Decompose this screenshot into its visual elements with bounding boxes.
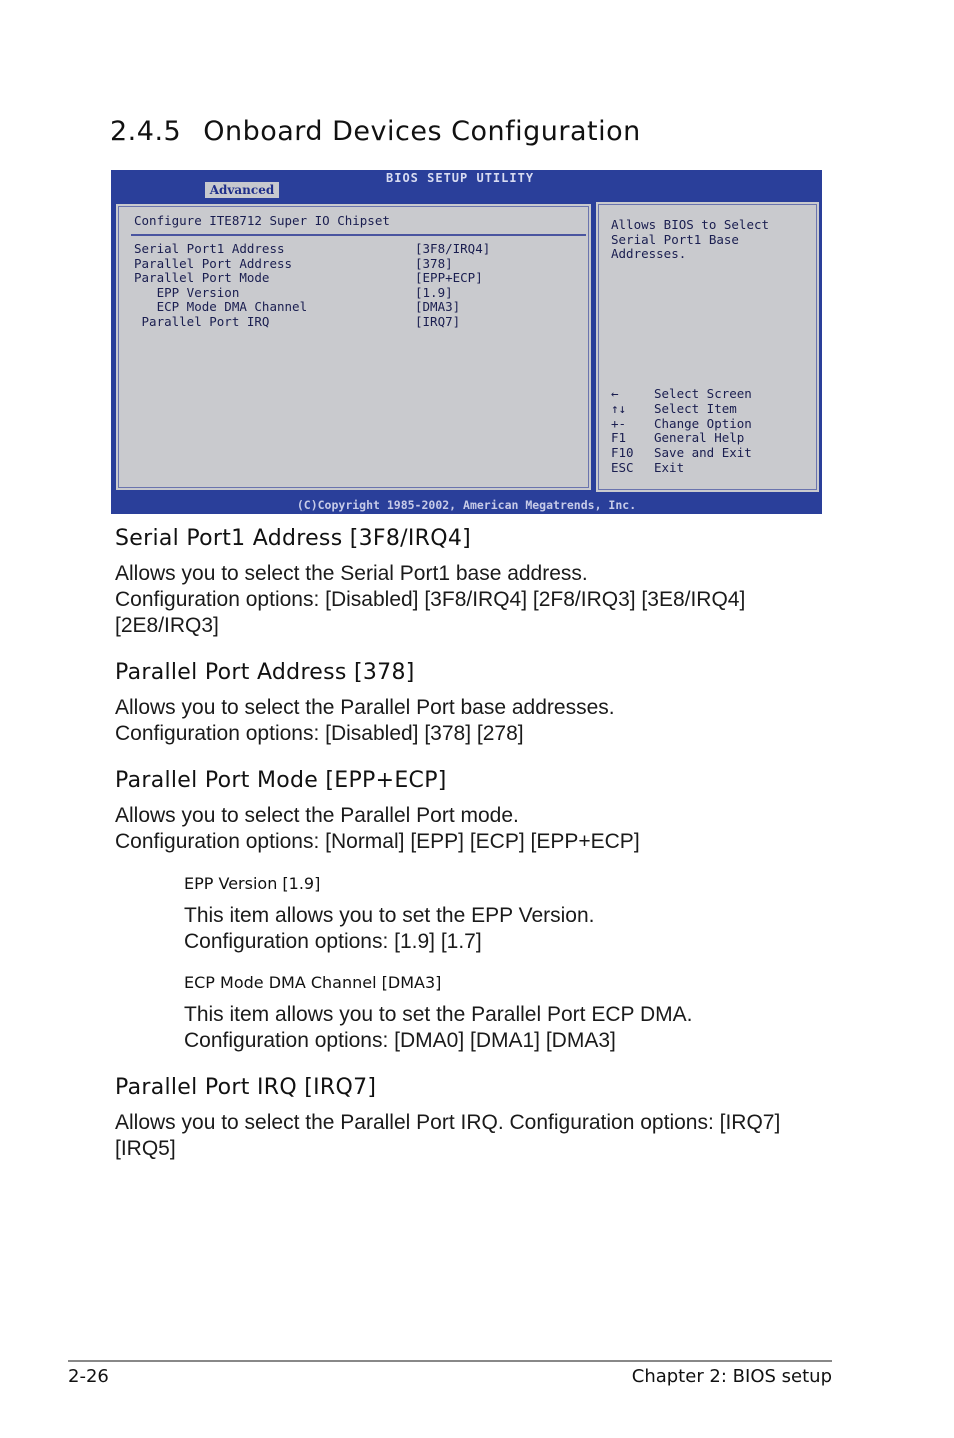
bios-title-bar: [111, 170, 822, 198]
bios-key-legend: [611, 387, 811, 476]
bios-items-list: [134, 242, 584, 329]
bios-tab-advanced[interactable]: Advanced: [205, 182, 279, 198]
bios-subheading: Configure ITE8712 Super IO Chipset: [134, 213, 390, 228]
bios-help-text: Allows BIOS to Select Serial Port1 Base Addresses.: [611, 217, 770, 261]
page-number: 2-26: [68, 1366, 109, 1387]
ecp-mode-dma-description: This item allows you to set the Parallel Port ECP DMA. Configuration options: [DMA0] [DMA1] [DMA3]: [184, 1003, 693, 1052]
bios-utility-title: BIOS SETUP UTILITY: [386, 171, 535, 185]
bios-item-serial-port1-address[interactable]: Serial Port1 Address [3F8/IRQ4]: [134, 241, 491, 256]
bios-item-parallel-port-irq[interactable]: Parallel Port IRQ [IRQ7]: [134, 313, 461, 329]
bios-item-parallel-port-mode[interactable]: Parallel Port Mode [EPP+ECP]: [134, 270, 483, 285]
bios-item-ecp-mode-dma-channel[interactable]: ECP Mode DMA Channel [DMA3]: [134, 299, 461, 314]
bios-help-panel: [596, 202, 819, 492]
parallel-port-mode-description: Allows you to select the Parallel Port mode. Configuration options: [Normal] [EPP] [ECP] [EPP+ECP]: [115, 804, 640, 853]
chapter-label: Chapter 2: BIOS setup: [631, 1366, 832, 1387]
footer-rule: [68, 1360, 832, 1362]
key-legend-row: ↑↓ Select Item: [611, 400, 737, 416]
parallel-port-address-description: Allows you to select the Parallel Port base addresses. Configuration options: [Disabled] [378] [278]: [115, 696, 615, 745]
key-legend-row: ESC Exit: [611, 459, 685, 475]
heading-serial-port1-address: Serial Port1 Address [3F8/IRQ4]: [115, 526, 472, 551]
heading-parallel-port-mode: Parallel Port Mode [EPP+ECP]: [115, 768, 447, 793]
key-legend-row: F10 Save and Exit: [611, 445, 752, 461]
heading-parallel-port-irq: Parallel Port IRQ [IRQ7]: [115, 1075, 377, 1100]
bios-item-parallel-port-address[interactable]: Parallel Port Address [378]: [134, 255, 453, 271]
section-title: [110, 116, 641, 147]
heading-parallel-port-address: Parallel Port Address [378]: [115, 660, 415, 685]
key-legend-row: +- Change Option: [611, 415, 752, 431]
heading-ecp-mode-dma-channel: ECP Mode DMA Channel [DMA3]: [184, 973, 442, 992]
epp-version-description: This item allows you to set the EPP Version. Configuration options: [1.9] [1.7]: [184, 904, 595, 953]
bios-divider: [131, 234, 586, 236]
section-number: 2.4.5: [110, 116, 182, 147]
parallel-port-irq-description: Allows you to select the Parallel Port IRQ. Configuration options: [IRQ7] [IRQ5]: [115, 1111, 781, 1160]
bios-main-panel: [114, 202, 593, 492]
serial-port1-description: Allows you to select the Serial Port1 base address. Configuration options: [Disabled] [3F8/IRQ4] [2F8/IRQ3] [3E8/IRQ4] [2E8/IRQ3]: [115, 562, 746, 637]
section-title-text: Onboard Devices Configuration: [203, 116, 641, 147]
key-legend-row: ← Select Screen: [611, 386, 752, 401]
bios-screenshot: [111, 170, 822, 514]
up-down-arrow-icon: ↑↓: [611, 400, 627, 416]
left-arrow-icon: ←: [611, 386, 619, 401]
bios-item-epp-version[interactable]: EPP Version [1.9]: [134, 284, 453, 300]
bios-copyright: (C)Copyright 1985-2002, American Megatrends, Inc.: [296, 498, 637, 512]
heading-epp-version: EPP Version [1.9]: [184, 874, 321, 893]
key-legend-row: F1 General Help: [611, 430, 745, 446]
